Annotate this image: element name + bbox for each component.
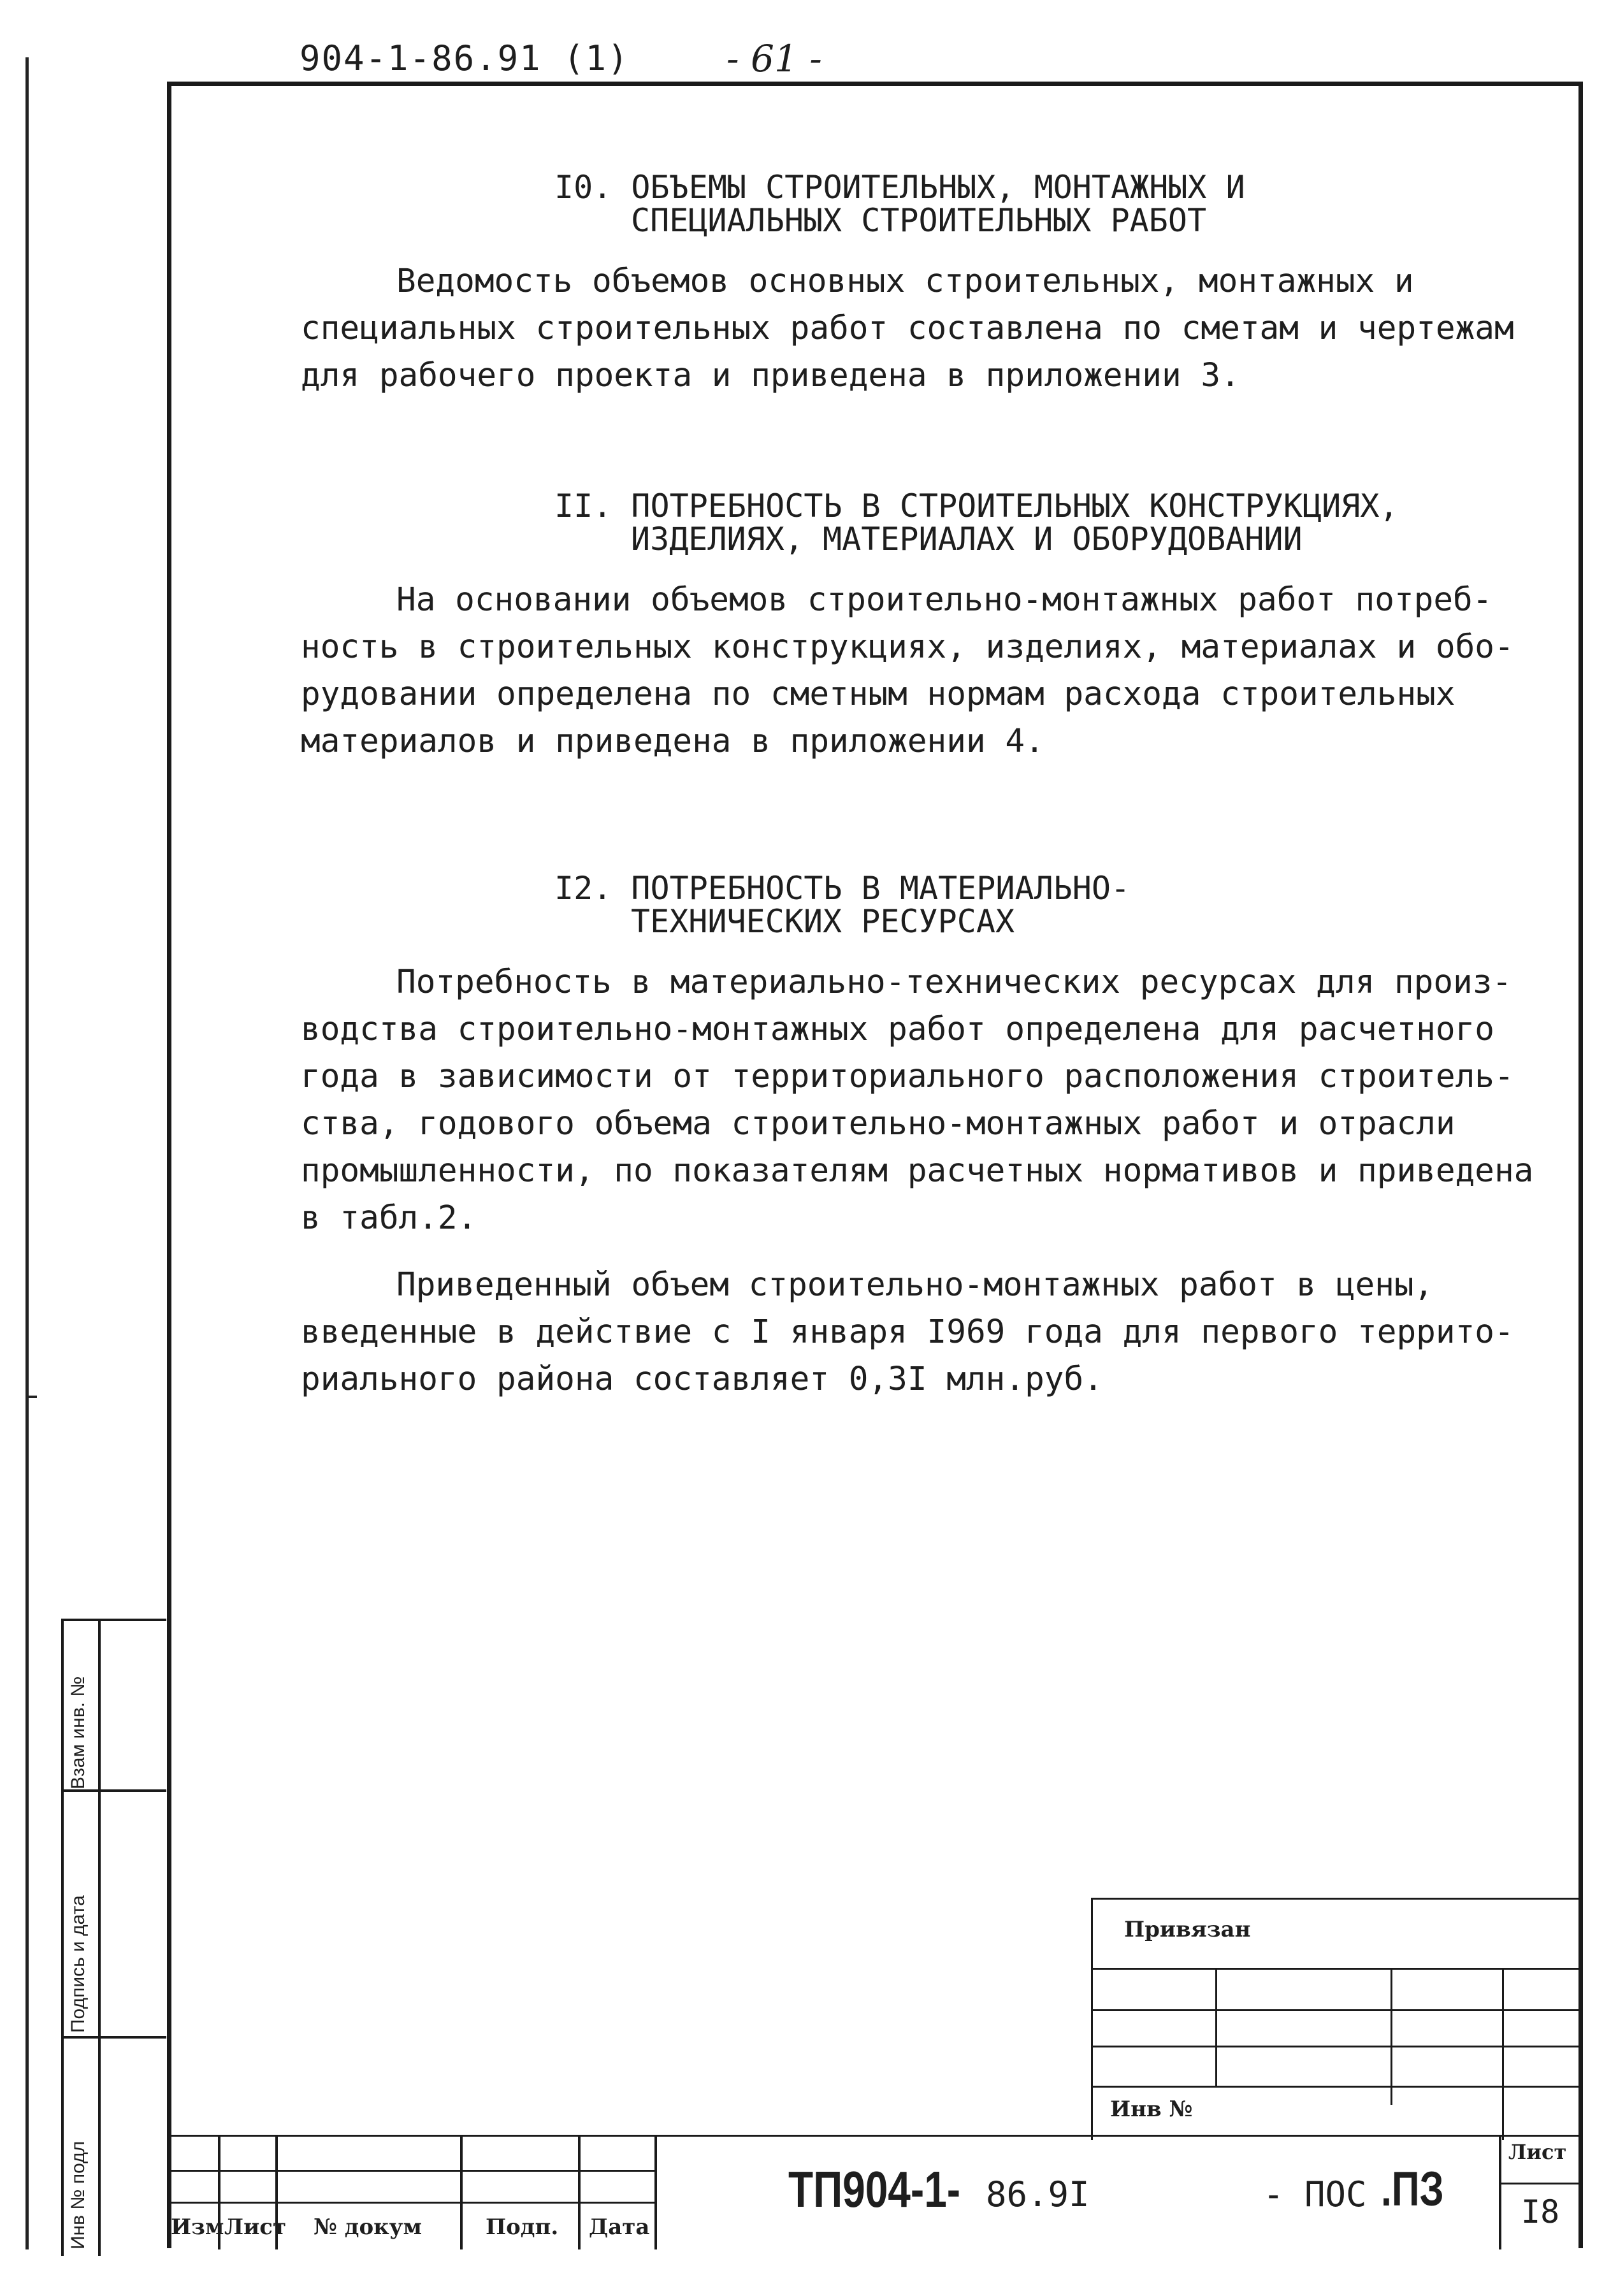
sheet-number: I8	[1521, 2193, 1560, 2230]
paragraph-line: рудовании определена по сметным нормам расхода строительных	[301, 675, 1455, 713]
binding-title: Привязан	[1124, 1917, 1251, 1942]
section-title-line: ИЗДЕЛИЯХ, МАТЕРИАЛАХ И ОБОРУДОВАНИИ	[631, 521, 1303, 558]
section-number: I2.	[554, 870, 612, 907]
stamp-label-inv-original: Инв № подл	[68, 2141, 89, 2249]
section-12-paragraph-2	[301, 1262, 1550, 1403]
binding-inv-label: Инв №	[1110, 2097, 1193, 2122]
page-number: - 61 -	[726, 37, 822, 80]
stamp-border-mid	[98, 1619, 101, 2256]
col-label-izm: Изм	[171, 2214, 224, 2240]
col-label-doc: № докум	[314, 2214, 422, 2240]
paragraph-line: На основании объемов строительно-монтажных работ потреб-	[396, 581, 1492, 619]
section-title-line: ОБЪЕМЫ СТРОИТЕЛЬНЫХ, МОНТАЖНЫХ И	[631, 169, 1245, 206]
paragraph-line: ность в строительных конструкциях, изделиях, материалах и обо-	[301, 628, 1514, 666]
sheet-label: Лист	[1508, 2140, 1567, 2164]
section-title-line: СПЕЦИАЛЬНЫХ СТРОИТЕЛЬНЫХ РАБОТ	[631, 202, 1207, 239]
section-number: II.	[554, 487, 612, 524]
stamp-label-replace-inv: Взам инв. №	[68, 1676, 89, 1789]
binding-tick	[25, 1396, 37, 1398]
paragraph-line: Потребность в материально-технических ресурсах для произ-	[396, 964, 1512, 1001]
title-doc-type: .ПЗ	[1381, 2162, 1444, 2216]
section-10-heading	[554, 171, 1245, 237]
title-block	[167, 2135, 1583, 2249]
paragraph-line: промышленности, по показателям расчетных нормативов и приведена	[301, 1152, 1534, 1190]
section-title-line: ПОТРЕБНОСТЬ В СТРОИТЕЛЬНЫХ КОНСТРУКЦИЯХ,	[631, 487, 1399, 524]
stamp-divider	[61, 1619, 166, 1621]
section-title-line: ПОТРЕБНОСТЬ В МАТЕРИАЛЬНО-	[631, 870, 1130, 907]
col-label-sign: Подп.	[486, 2214, 559, 2240]
stamp-divider	[61, 2036, 166, 2039]
section-10-paragraph	[301, 258, 1550, 400]
paragraph-line: введенные в действие с I января I969 года для первого террито-	[301, 1313, 1514, 1351]
paragraph-line: года в зависимости от территориального расположения строитель-	[301, 1058, 1514, 1095]
title-code-suffix: - ПОС	[1263, 2174, 1367, 2214]
section-12-paragraph-1	[301, 959, 1550, 1242]
binding-table	[1091, 1898, 1583, 2140]
paragraph-line: в табл.2.	[301, 1199, 477, 1237]
section-number: I0.	[554, 169, 612, 206]
paragraph-line: материалов и приведена в приложении 4.	[301, 723, 1044, 760]
title-code-number: 86.9I	[986, 2174, 1090, 2214]
paragraph-line: водства строительно-монтажных работ определена для расчетного	[301, 1011, 1494, 1048]
paragraph-line: риального района составляет 0,3I млн.руб.	[301, 1361, 1103, 1398]
paragraph-line: Ведомость объемов основных строительных, монтажных и	[396, 263, 1414, 300]
title-code-main: ТП904-1-	[788, 2161, 961, 2218]
margin-stamp	[61, 1619, 166, 2256]
paragraph-line: Приведенный объем строительно-монтажных работ в цены,	[396, 1266, 1434, 1304]
document-code: 904-1-86.91 (1)	[300, 38, 630, 78]
section-11-heading	[554, 489, 1399, 556]
stamp-border-left	[61, 1619, 64, 2256]
paragraph-line: ства, годового объема строительно-монтажных работ и отрасли	[301, 1105, 1455, 1143]
paragraph-line: для рабочего проекта и приведена в приложении 3.	[301, 357, 1240, 394]
stamp-label-signature-date: Подпись и дата	[68, 1895, 89, 2033]
section-title-line: ТЕХНИЧЕСКИХ РЕСУРСАХ	[631, 903, 1015, 940]
col-label-date: Дата	[589, 2214, 650, 2240]
section-12-heading	[554, 872, 1130, 938]
col-label-list: Лист	[224, 2214, 287, 2240]
binding-line	[25, 57, 29, 2249]
section-11-paragraph	[301, 577, 1550, 765]
paragraph-line: специальных строительных работ составлена по сметам и чертежам	[301, 310, 1514, 347]
